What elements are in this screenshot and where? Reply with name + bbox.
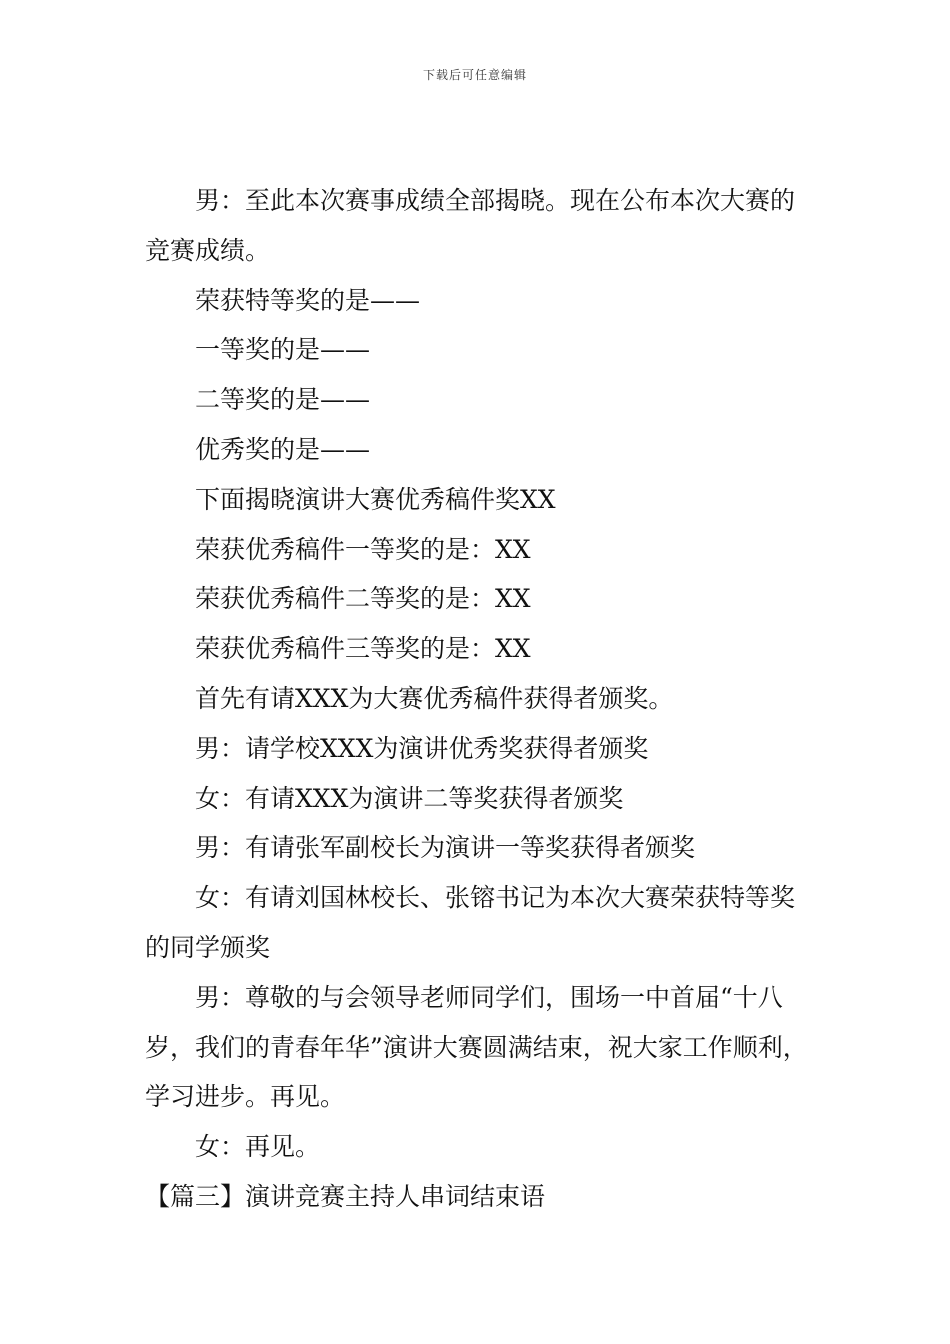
paragraph-special-prize: 荣获特等奖的是—— [195,285,421,315]
paragraph-closing-remarks: 男：尊敬的与会领导老师同学们，围场一中首届“十八岁，我们的青春年华”演讲大赛圆满结束，祝大家工作顺利，学习进步。再见。 [145,982,808,1112]
paragraph-second-prize: 二等奖的是—— [195,385,371,415]
paragraph-excellence-presenter: 男：请学校XXX为演讲优秀奖获得者颁奖 [195,733,649,763]
document-body [145,176,810,1222]
paragraph-manuscript-award-intro: 下面揭晓演讲大赛优秀稿件奖XX [195,484,556,514]
paragraph-first-presenter: 男：有请张军副校长为演讲一等奖获得者颁奖 [195,833,696,863]
paragraph-first-prize: 一等奖的是—— [195,335,371,365]
paragraph-special-presenter: 女：有请刘国林校长、张镕书记为本次大赛荣获特等奖的同学颁奖 [145,883,796,962]
section-title: 【篇三】演讲竞赛主持人串词结束语 [145,1181,546,1211]
paragraph-results-announcement: 男：至此本次赛事成绩全部揭晓。现在公布本次大赛的竞赛成绩。 [145,186,796,265]
paragraph-manuscript-second: 荣获优秀稿件二等奖的是：XX [195,584,531,614]
paragraph-second-presenter: 女：有请XXX为演讲二等奖获得者颁奖 [195,783,624,813]
paragraph-manuscript-presenter: 首先有请XXX为大赛优秀稿件获得者颁奖。 [195,683,674,713]
paragraph-goodbye: 女：再见。 [195,1132,321,1162]
paragraph-excellence-prize: 优秀奖的是—— [195,434,371,464]
paragraph-manuscript-third: 荣获优秀稿件三等奖的是：XX [195,634,531,664]
paragraph-manuscript-first: 荣获优秀稿件一等奖的是：XX [195,534,531,564]
header-note: 下载后可任意编辑 [422,68,527,82]
